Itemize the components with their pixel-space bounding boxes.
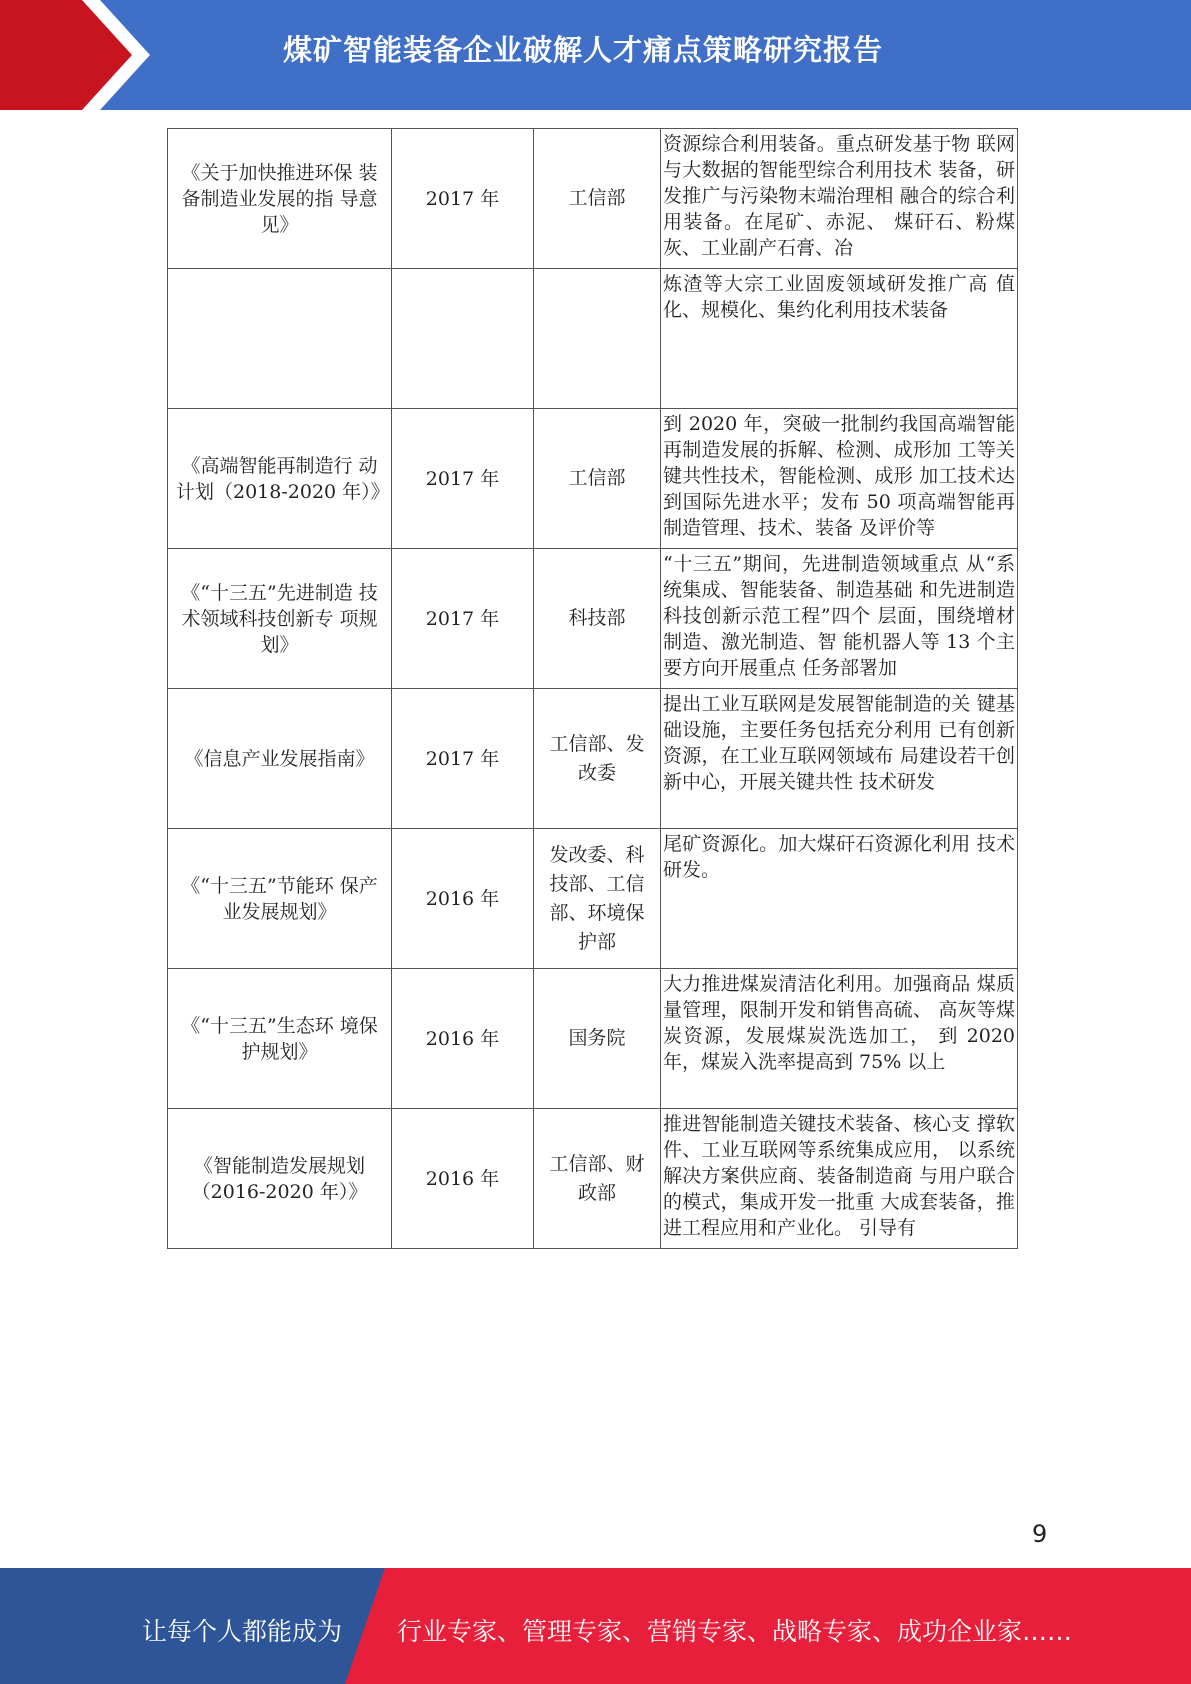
policy-year-cell: 2017 年 — [392, 689, 534, 829]
policy-content-cell — [661, 549, 1018, 689]
policy-title-cell: 《关于加快推进环保 装备制造业发展的指 导意见》 — [168, 129, 392, 269]
table-row — [168, 829, 1018, 969]
policy-content-cell — [661, 829, 1018, 969]
policy-title-cell: 《“十三五”生态环 境保护规划》 — [168, 969, 392, 1109]
table-row — [168, 1109, 1018, 1249]
policy-org-cell: 发改委、科技部、工信部、环境保护部 — [534, 829, 661, 969]
policy-title-cell: 《高端智能再制造行 动计划（2018-2020 年）》 — [168, 409, 392, 549]
policy-content-text: 推进智能制造关键技术装备、核心支 撑软件、工业互联网等系统集成应用， 以系统解决方案供应商、装备制造商 与用户联合的模式，集成开发一批重 大成套装备，推进工程应用和产业化。 引导有 — [663, 1113, 1015, 1239]
table-row — [168, 689, 1018, 829]
policy-title-cell: 《“十三五”先进制造 技术领域科技创新专 项规划》 — [168, 549, 392, 689]
policy-year-cell: 2016 年 — [392, 969, 534, 1109]
policy-org-cell: 科技部 — [534, 549, 661, 689]
policy-content-cell — [661, 689, 1018, 829]
policy-year-cell: 2016 年 — [392, 1109, 534, 1249]
policy-year-cell — [392, 269, 534, 409]
footer-slogan-left: 让每个人都能成为 — [142, 1617, 343, 1646]
table-row — [168, 409, 1018, 549]
policy-content-cell — [661, 269, 1018, 409]
policy-content-text: 大力推进煤炭清洁化利用。加强商品 煤质量管理，限制开发和销售高硫、 高灰等煤炭资源，发展煤炭洗选加工， 到 2020 年，煤炭入洗率提高到 75% 以上 — [663, 973, 1015, 1073]
policy-table — [167, 128, 1018, 1249]
policy-title-cell: 《智能制造发展规划（2016-2020 年）》 — [168, 1109, 392, 1249]
policy-org-cell: 工信部、财政部 — [534, 1109, 661, 1249]
policy-year-cell: 2016 年 — [392, 829, 534, 969]
policy-title-cell — [168, 269, 392, 409]
policy-content-cell — [661, 129, 1018, 269]
policy-content-text: 资源综合利用装备。重点研发基于物 联网与大数据的智能型综合利用技术 装备，研发推广与污染物末端治理相 融合的综合利用装备。在尾矿、赤泥、 煤矸石、粉煤灰、工业副产石膏、冶 — [663, 133, 1015, 259]
policy-org-cell: 工信部、发改委 — [534, 689, 661, 829]
policy-year-cell: 2017 年 — [392, 409, 534, 549]
policy-content-text: “十三五”期间，先进制造领域重点 从“系统集成、智能装备、制造基础 和先进制造科技创新示范工程”四个 层面，围绕增材制造、激光制造、智 能机器人等 13 个主要方向开展重点 任务部署加 — [663, 553, 1015, 679]
policy-org-cell: 国务院 — [534, 969, 661, 1109]
policy-year-cell: 2017 年 — [392, 129, 534, 269]
policy-content-cell — [661, 969, 1018, 1109]
policy-title-cell: 《“十三五”节能环 保产业发展规划》 — [168, 829, 392, 969]
policy-content-text: 提出工业互联网是发展智能制造的关 键基础设施，主要任务包括充分利用 已有创新资源，在工业互联网领域布 局建设若干创新中心，开展关键共性 技术研发 — [663, 693, 1015, 793]
policy-content-cell — [661, 409, 1018, 549]
table-row — [168, 969, 1018, 1109]
table-row — [168, 549, 1018, 689]
policy-year-cell: 2017 年 — [392, 549, 534, 689]
page-footer — [0, 1568, 1191, 1684]
policy-content-cell — [661, 1109, 1018, 1249]
table-row — [168, 129, 1018, 269]
report-title: 煤矿智能装备企业破解人才痛点策略研究报告 — [283, 33, 884, 67]
page-header — [0, 0, 1191, 110]
page-number: 9 — [1032, 1520, 1048, 1548]
policy-content-text: 尾矿资源化。加大煤矸石资源化利用 技术研发。 — [663, 833, 1015, 881]
policy-table-body — [168, 129, 1018, 1249]
table-row — [168, 269, 1018, 409]
policy-title-cell: 《信息产业发展指南》 — [168, 689, 392, 829]
policy-content-text: 到 2020 年，突破一批制约我国高端智能再制造发展的拆解、检测、成形加 工等关键共性技术，智能检测、成形 加工技术达到国际先进水平；发布 50 项高端智能再制造管理、技术、装备 及评价等 — [663, 413, 1015, 539]
policy-org-cell — [534, 269, 661, 409]
red-chevron-decoration — [0, 0, 160, 110]
policy-org-cell: 工信部 — [534, 129, 661, 269]
policy-org-cell: 工信部 — [534, 409, 661, 549]
policy-content-text: 炼渣等大宗工业固废领域研发推广高 值化、规模化、集约化利用技术装备 — [663, 273, 1015, 321]
footer-slogan-right: 行业专家、管理专家、营销专家、战略专家、成功企业家…… — [397, 1617, 1073, 1646]
